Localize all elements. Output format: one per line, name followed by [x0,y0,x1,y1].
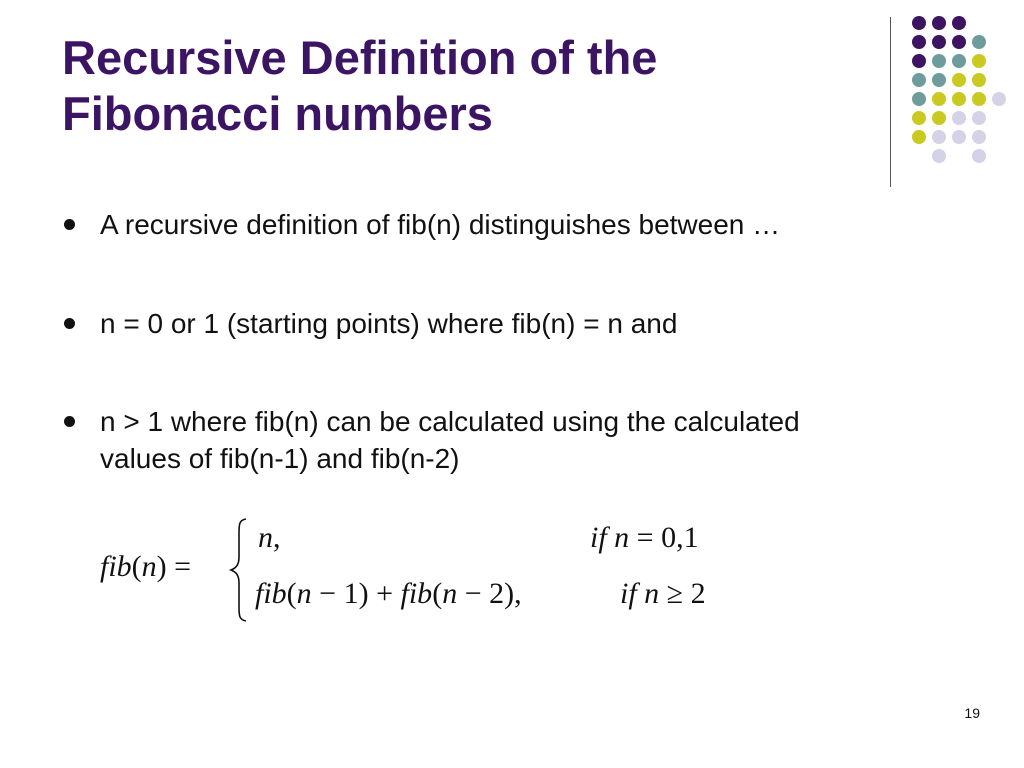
formula-var: n [614,521,630,554]
decorative-dot [972,149,986,163]
formula-if: if [620,577,637,610]
decorative-dot [952,130,966,144]
formula-paren: ( [131,550,142,583]
formula-cond-rest: ≥ 2 [666,577,706,610]
decorative-dot [912,111,926,125]
decorative-dot [912,54,926,68]
decorative-dot [932,92,946,106]
bullet-text [100,403,982,477]
formula-case2-cond [620,577,706,611]
formula-plus: + [376,577,394,610]
decorative-dot [952,92,966,106]
formula-case1-expr [258,521,281,555]
decorative-dot [972,54,986,68]
decorative-dot [952,73,966,87]
page-number: 19 [964,705,980,721]
formula-var: n [141,550,157,583]
bullet-item [62,305,982,342]
decorative-dot [992,92,1006,106]
bullet-text [100,305,982,342]
formula-paren: ( [286,577,297,610]
bullet-text-line: n > 1 where fib(n) can be calculated using the calculated [100,406,800,437]
decorative-dot [972,35,986,49]
formula-fn-name: fib [255,577,287,610]
bullet-item [62,206,982,243]
decorative-dot [972,130,986,144]
decorative-dot [932,54,946,68]
formula-term-rest: − 1) [311,577,369,610]
formula-var: n [296,577,312,610]
decorative-dot [972,92,986,106]
decorative-dot [952,35,966,49]
decorative-dot [952,54,966,68]
formula-var: n [644,577,660,610]
formula-if: if [590,521,607,554]
slide-title-line: Recursive Definition of the [62,31,658,84]
formula-paren: ) [156,550,167,583]
decorative-dot [932,149,946,163]
formula-punct: , [273,521,281,554]
bullet-dot-icon [64,219,75,230]
formula-cond-rest: = 0,1 [636,521,699,554]
formula-term-rest: − 2), [457,577,522,610]
formula-var: n [442,577,458,610]
formula-lhs [100,550,191,584]
formula-fn-name: fib [100,550,132,583]
decorative-dot [952,111,966,125]
decorative-dot [932,35,946,49]
decorative-dot [932,16,946,30]
formula-paren: ( [432,577,443,610]
bullet-dot-icon [64,318,75,329]
decorative-dot [912,92,926,106]
bullet-text-line: A recursive definition of fib(n) distinguishes between … [100,209,781,240]
bullet-text-line: values of fib(n-1) and fib(n-2) [100,443,460,474]
decorative-dot-grid [900,12,1010,172]
decorative-dot [952,16,966,30]
slide-title [62,30,852,142]
decorative-dot [972,73,986,87]
formula-equals: = [174,550,192,583]
decorative-dot [912,35,926,49]
formula-case2-expr [255,577,522,611]
decorative-dot [912,130,926,144]
decorative-dot [972,111,986,125]
formula-var: n [258,521,273,554]
decorative-dot [912,73,926,87]
bullet-item [62,403,982,477]
formula-case1-cond [590,521,699,555]
slide-title-line: Fibonacci numbers [62,87,493,140]
decorative-dot [932,130,946,144]
left-brace-icon [228,517,250,623]
formula-fn-name: fib [400,577,433,610]
bullet-text-line: n = 0 or 1 (starting points) where fib(n) = n and [100,308,678,339]
bullet-text [100,206,982,243]
decorative-dot [932,111,946,125]
decorative-dot [912,16,926,30]
fibonacci-formula [100,515,760,625]
decorative-dot [932,73,946,87]
vertical-divider [890,17,891,187]
bullet-dot-icon [64,416,75,427]
